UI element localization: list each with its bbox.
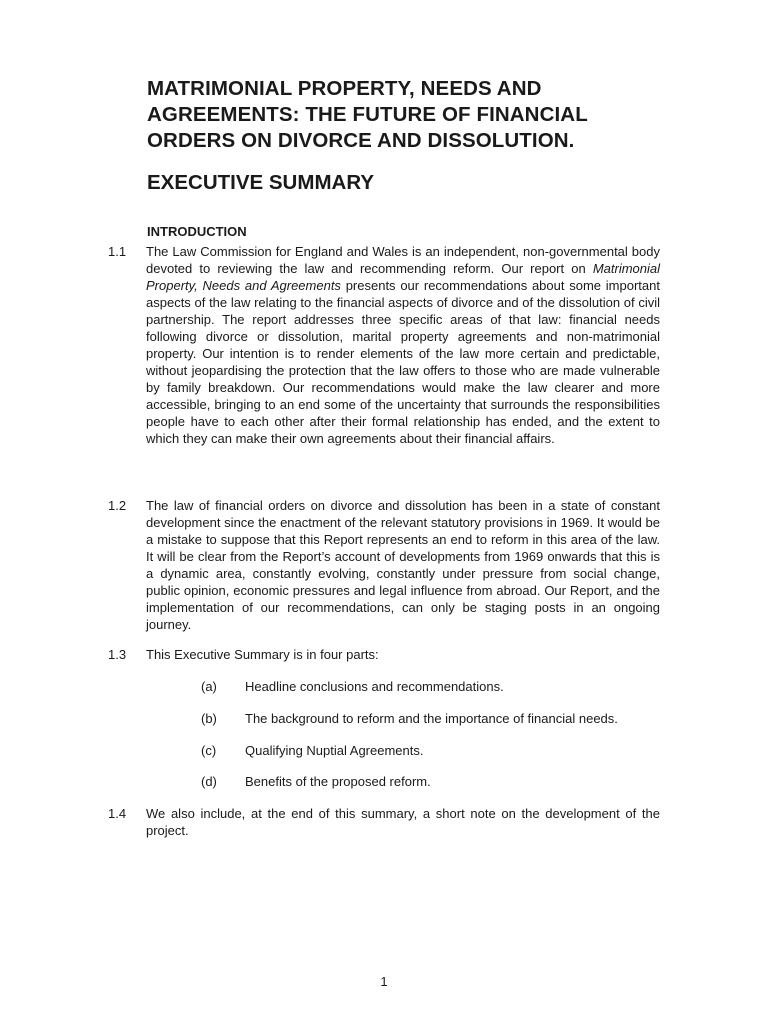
paragraph-number: 1.3 (108, 647, 127, 662)
list-item-text: The background to reform and the importance of financial needs. (245, 711, 618, 726)
paragraph-number: 1.1 (108, 244, 127, 259)
paragraph-text: The law of financial orders on divorce and dissolution has been in a state of constant development since the enactment of the relevant statutory provisions in 1969. It would be a mistake to suppose that this Report represents an end to reform in this area of the law. It will be clear from the Report’s account of developments from 1969 onwards that this is a dynamic area, constantly evolving, constantly under pressure from social change, public opinion, economic pressures and legal influence from abroad. Our Report, and the implementation of our recommendations, can only be staging posts in an ongoing journey. (146, 498, 660, 632)
section-heading-introduction: INTRODUCTION (147, 224, 247, 239)
paragraph-number: 1.2 (108, 498, 127, 513)
list-item-c (201, 742, 661, 759)
paragraph-1-1 (108, 243, 660, 447)
list-item-text: Headline conclusions and recommendations. (245, 679, 504, 694)
page-number: 1 (380, 974, 388, 989)
list-item-label: (b) (201, 711, 217, 726)
report-title-italic: Matrimonial Property, Needs and Agreements (146, 261, 660, 293)
list-item-label: (c) (201, 743, 217, 758)
paragraph-text (146, 243, 660, 447)
list-item-text: Benefits of the proposed reform. (245, 774, 431, 789)
list-item-text: Qualifying Nuptial Agreements. (245, 743, 424, 758)
paragraph-text: We also include, at the end of this summary, a short note on the development of the project. (146, 806, 660, 838)
paragraph-1-4 (108, 805, 660, 839)
list-item-label: (a) (201, 679, 217, 694)
paragraph-text-part: The Law Commission for England and Wales is an independent, non-governmental body devoted to reviewing the law and recommending reform. Our report on (146, 244, 660, 276)
document-subtitle: EXECUTIVE SUMMARY (147, 171, 375, 194)
paragraph-number: 1.4 (108, 806, 127, 821)
paragraph-text-part: presents our recommendations about some important aspects of the law relating to the financial aspects of divorce and of the dissolution of civil partnership. The report addresses three specific areas of that law: financial needs following divorce or dissolution, marital property agreements and non-matrimonial property. Our intention is to render elements of the law more certain and predictable, without jeopardising the protection that the law offers to those who are made vulnerable by family breakdown. Our recommendations would make the law clearer and more accessible, bringing to an end some of the uncertainty that surrounds the responsibilities people have to each other after their formal relationship has ended, and the extent to which they can make their own agreements about their financial affairs. (146, 278, 660, 446)
paragraph-1-3 (108, 646, 660, 663)
list-item-d (201, 773, 661, 790)
paragraph-text: This Executive Summary is in four parts: (146, 647, 379, 662)
list-item-label: (d) (201, 774, 217, 789)
list-item-a (201, 678, 661, 695)
paragraph-1-2 (108, 497, 660, 633)
list-item-b (201, 710, 661, 727)
document-title: MATRIMONIAL PROPERTY, NEEDS AND AGREEMENTS: THE FUTURE OF FINANCIAL ORDERS ON DIVORCE AND DISSOLUTION. (147, 77, 588, 152)
